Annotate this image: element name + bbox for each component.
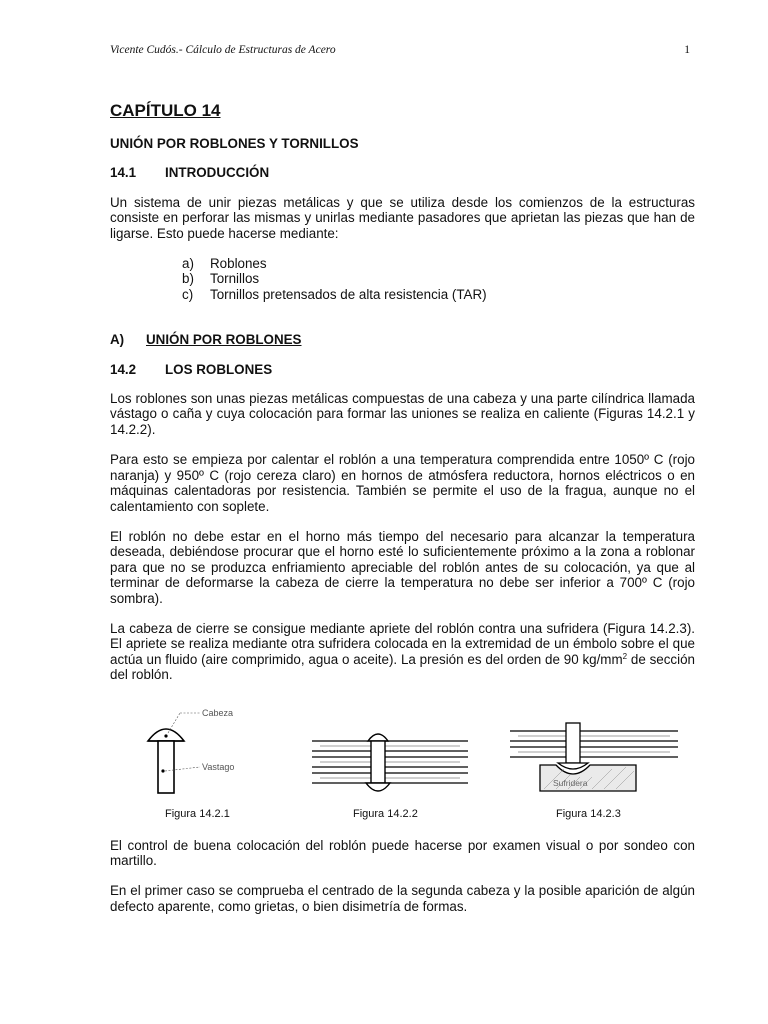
figure-caption: Figura 14.2.1 — [165, 807, 230, 820]
label-sufridera: Sufridera — [553, 777, 588, 788]
list-item — [182, 287, 695, 302]
superscript: 2 — [622, 651, 628, 661]
paragraph-text: de sección del roblón. — [110, 651, 695, 683]
label-cabeza: Cabeza — [202, 707, 234, 718]
paragraph: El roblón no debe estar en el horno más tiempo del necesario para alcanzar la temperatura deseada, debiéndose procurar que el horno esté lo suficientemente próximo a la zona a roblonar para que no se produzca enfriamiento apreciable del roblón antes de su colocación, ya que al terminar de deformarse la cabeza de cierre la temperatura no debe ser inferior a 700º C (rojo sombra). — [110, 528, 695, 606]
page-number: 1 — [684, 44, 690, 56]
chapter-subtitle: UNIÓN POR ROBLONES Y TORNILLOS — [110, 136, 359, 151]
intro-paragraph: Un sistema de unir piezas metálicas y que se utiliza desde los comienzos de la estructuras consiste en perforar las mismas y unirlas mediante pasadores que aprietan las piezas que han de ligarse. Esto puede hacerse mediante: — [110, 194, 695, 241]
paragraph: En el primer caso se comprueba el centrado de la segunda cabeza y la posible aparición de algún defecto aparente, como grietas, o bien disimetría de formas. — [110, 883, 695, 914]
section-title: INTRODUCCIÓN — [165, 165, 270, 181]
paragraph: Los roblones son unas piezas metálicas compuestas de una cabeza y una parte cilíndrica llamada vástago o caña y cuya colocación para formar las uniones se realiza en caliente (Figuras 14.2.1 y 14.2.2). — [110, 391, 695, 437]
list-item — [182, 256, 695, 271]
page-content — [110, 100, 695, 929]
figure-caption: Figura 14.2.3 — [556, 807, 621, 820]
rivet-die-figure — [508, 703, 680, 803]
riveted-plates-figure — [310, 721, 470, 801]
paragraph: El control de buena colocación del roblón puede hacerse por examen visual o por sondeo con martillo. — [110, 837, 695, 868]
section-heading-a — [110, 332, 695, 347]
section-title: LOS ROBLONES — [165, 361, 273, 377]
section-heading-14-2 — [110, 362, 695, 377]
paragraph-text: La cabeza de cierre se consigue mediante apriete del roblón contra una sufridera (Figura 14.2.3). El apriete se realiza mediante otra sufridera colocada en la extremidad de un émbolo sobre el que actúa un fluido (aire comprimido, agua o aceite). La presión es del orden de 90 kg/mm — [110, 620, 695, 667]
section-number: 14.1 — [110, 165, 137, 181]
paragraph — [110, 621, 695, 683]
list-text: Tornillos pretensados de alta resistencia (TAR) — [210, 286, 487, 302]
section-number: 14.2 — [110, 361, 137, 377]
section-letter: A) — [110, 332, 125, 348]
chapter-title: CAPÍTULO 14 — [110, 101, 221, 120]
rivet-figure — [138, 703, 268, 803]
list-marker: c) — [182, 286, 194, 302]
list-text: Tornillos — [210, 271, 260, 287]
running-title: Vicente Cudós.- Cálculo de Estructuras de Acero — [110, 44, 336, 56]
section-title: UNIÓN POR ROBLONES — [146, 332, 302, 348]
method-list — [182, 256, 695, 302]
running-header — [110, 44, 690, 56]
list-marker: a) — [182, 256, 194, 272]
list-text: Roblones — [210, 256, 267, 272]
label-vastago: Vastago — [202, 761, 235, 772]
section-heading-14-1 — [110, 165, 695, 180]
list-marker: b) — [182, 271, 194, 287]
list-item — [182, 271, 695, 286]
paragraph: Para esto se empieza por calentar el roblón a una temperatura comprendida entre 1050º C (rojo naranja) y 950º C (rojo cereza claro) en hornos de atmósfera reductora, hornos eléctricos o en máquinas calentadoras por resistencia. También se permite el uso de la fragua, aunque no el calentamiento con soplete. — [110, 452, 695, 514]
figure-caption: Figura 14.2.2 — [353, 807, 418, 820]
figure-row — [110, 703, 695, 823]
